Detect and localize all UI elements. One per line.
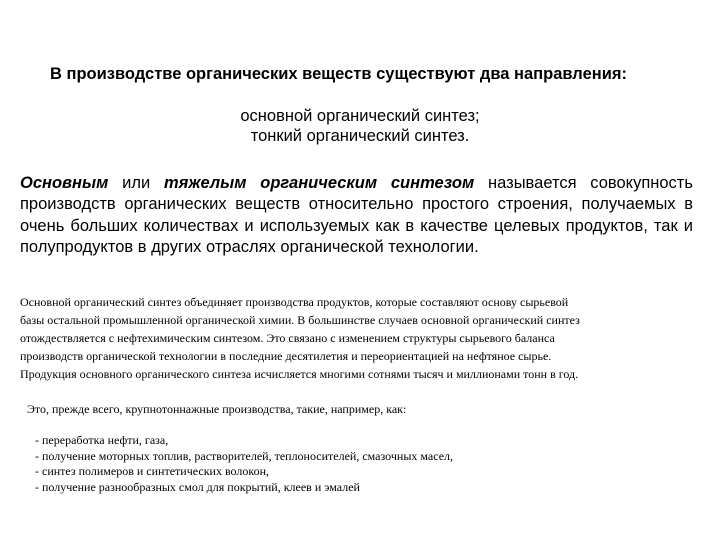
paragraph-line: производств органической технологии в последние десятилетия и переориентацией на нефтяное сырье.	[20, 349, 552, 363]
list-intro: Это, прежде всего, крупнотоннажные производства, такие, например, как:	[27, 402, 407, 416]
paragraph-line: Основной органический синтез объединяет производства продуктов, которые составляют основу сырьевой	[20, 295, 569, 309]
list-item: - синтез полимеров и синтетических волокон,	[35, 464, 270, 478]
paragraph-line: отождествляется с нефтехимическим синтезом. Это связано с изменением структуры сырьевого баланса	[20, 331, 555, 345]
production-list	[35, 433, 453, 495]
list-item: - получение разнообразных смол для покрытий, клеев и эмалей	[35, 479, 360, 494]
direction-item-1: основной органический синтез;	[240, 107, 480, 125]
definition-or-word: или	[122, 174, 151, 192]
paragraph-line: базы остальной промышленной органической химии. В большинстве случаев основной органический синтез	[20, 313, 580, 327]
definition-term-1: Основным	[20, 174, 109, 192]
direction-item-2: тонкий органический синтез.	[250, 127, 470, 145]
definition-term-2: тяжелым органическим синтезом	[163, 174, 475, 192]
list-item: - получение моторных топлив, растворителей, теплоносителей, смазочных масел,	[35, 448, 454, 463]
definition-paragraph	[20, 173, 693, 258]
list-item: - переработка нефти, газа,	[35, 433, 169, 447]
description-paragraph	[20, 293, 700, 383]
definition-text: называется совокупность производств органических веществ относительно простого строения, получаемых в очень больших количествах и используемых как в качестве целевых продуктов, так и полупродуктов в других отраслях органической технологии.	[20, 174, 693, 256]
slide-heading: В производстве органических веществ существуют два направления:	[50, 65, 627, 83]
paragraph-line: Продукция основного органического синтеза исчисляется многими сотнями тысяч и миллионами тонн в год.	[20, 367, 579, 381]
